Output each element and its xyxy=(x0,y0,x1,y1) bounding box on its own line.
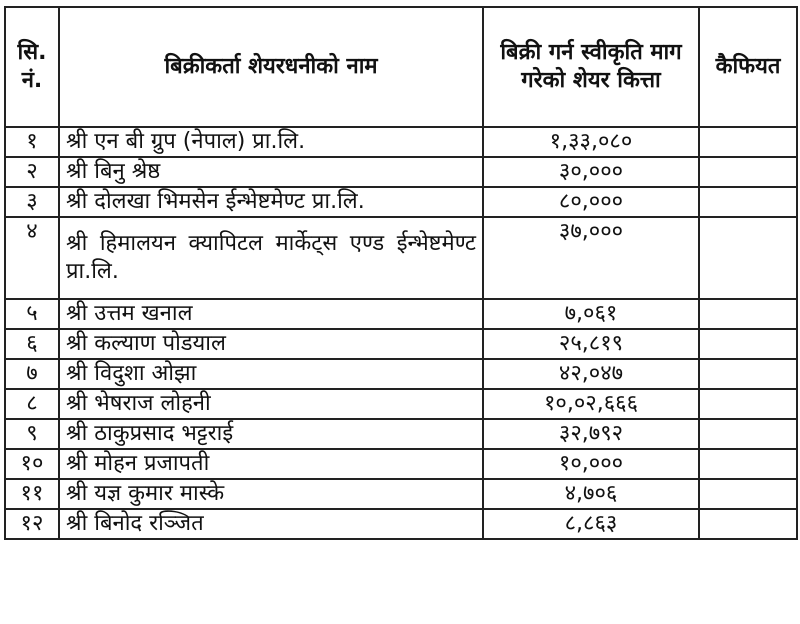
row-name: श्री ठाकुप्रसाद भट्टराई xyxy=(59,419,483,449)
table-row xyxy=(5,449,797,479)
table-row xyxy=(5,479,797,509)
row-serial: ९ xyxy=(5,419,59,449)
row-remarks xyxy=(699,359,797,389)
table-row xyxy=(5,299,797,329)
row-quantity: २५,८१९ xyxy=(483,329,699,359)
row-name: श्री भेषराज लोहनी xyxy=(59,389,483,419)
row-quantity: ७,०६१ xyxy=(483,299,699,329)
row-serial: ११ xyxy=(5,479,59,509)
row-name: श्री यज्ञ कुमार मास्के xyxy=(59,479,483,509)
header-share-quantity: बिक्री गर्न स्वीकृति माग गरेको शेयर कित्ता xyxy=(483,7,699,127)
row-serial: ३ xyxy=(5,187,59,217)
row-name: श्री दोलखा भिमसेन ईन्भेष्टमेण्ट प्रा.लि. xyxy=(59,187,483,217)
row-remarks xyxy=(699,449,797,479)
row-quantity: ८,८६३ xyxy=(483,509,699,539)
row-remarks xyxy=(699,329,797,359)
row-quantity: ३२,७९२ xyxy=(483,419,699,449)
row-serial: २ xyxy=(5,157,59,187)
row-serial: १ xyxy=(5,127,59,157)
row-remarks xyxy=(699,187,797,217)
table-row xyxy=(5,389,797,419)
row-quantity: १,३३,०८० xyxy=(483,127,699,157)
table-row xyxy=(5,329,797,359)
row-name: श्री विदुशा ओझा xyxy=(59,359,483,389)
row-name: श्री बिनोद रञ्जित xyxy=(59,509,483,539)
row-serial: ७ xyxy=(5,359,59,389)
table-row xyxy=(5,157,797,187)
row-serial: १० xyxy=(5,449,59,479)
row-serial: १२ xyxy=(5,509,59,539)
row-quantity: ८०,००० xyxy=(483,187,699,217)
table-row xyxy=(5,127,797,157)
header-seller-name: बिक्रीकर्ता शेयरधनीको नाम xyxy=(59,7,483,127)
row-name: श्री एन बी ग्रुप (नेपाल) प्रा.लि. xyxy=(59,127,483,157)
row-serial: ६ xyxy=(5,329,59,359)
header-serial-line1: सि. xyxy=(17,40,47,65)
header-row xyxy=(5,7,797,127)
row-remarks xyxy=(699,127,797,157)
row-name: श्री उत्तम खनाल xyxy=(59,299,483,329)
header-remarks: कैफियत xyxy=(699,7,797,127)
row-name: श्री हिमालयन क्यापिटल मार्केट्स एण्ड ईन्भेष्टमेण्ट प्रा.लि. xyxy=(59,217,483,299)
row-name: श्री बिनु श्रेष्ठ xyxy=(59,157,483,187)
row-remarks xyxy=(699,419,797,449)
row-remarks xyxy=(699,299,797,329)
row-quantity: ४२,०४७ xyxy=(483,359,699,389)
row-quantity: ३७,००० xyxy=(483,217,699,299)
header-serial-line2: नं. xyxy=(21,68,43,93)
row-remarks xyxy=(699,479,797,509)
row-remarks xyxy=(699,389,797,419)
row-remarks xyxy=(699,217,797,299)
table-row xyxy=(5,359,797,389)
header-serial-number xyxy=(5,7,59,127)
shareholder-table xyxy=(4,6,798,540)
row-quantity: १०,०२,६६६ xyxy=(483,389,699,419)
table-row xyxy=(5,187,797,217)
row-remarks xyxy=(699,157,797,187)
row-quantity: १०,००० xyxy=(483,449,699,479)
row-serial: ४ xyxy=(5,217,59,299)
row-quantity: ४,७०६ xyxy=(483,479,699,509)
row-serial: ५ xyxy=(5,299,59,329)
table-row xyxy=(5,419,797,449)
row-quantity: ३०,००० xyxy=(483,157,699,187)
row-remarks xyxy=(699,509,797,539)
row-name: श्री मोहन प्रजापती xyxy=(59,449,483,479)
table-row xyxy=(5,509,797,539)
row-name: श्री कल्याण पोडयाल xyxy=(59,329,483,359)
row-serial: ८ xyxy=(5,389,59,419)
table-row xyxy=(5,217,797,299)
